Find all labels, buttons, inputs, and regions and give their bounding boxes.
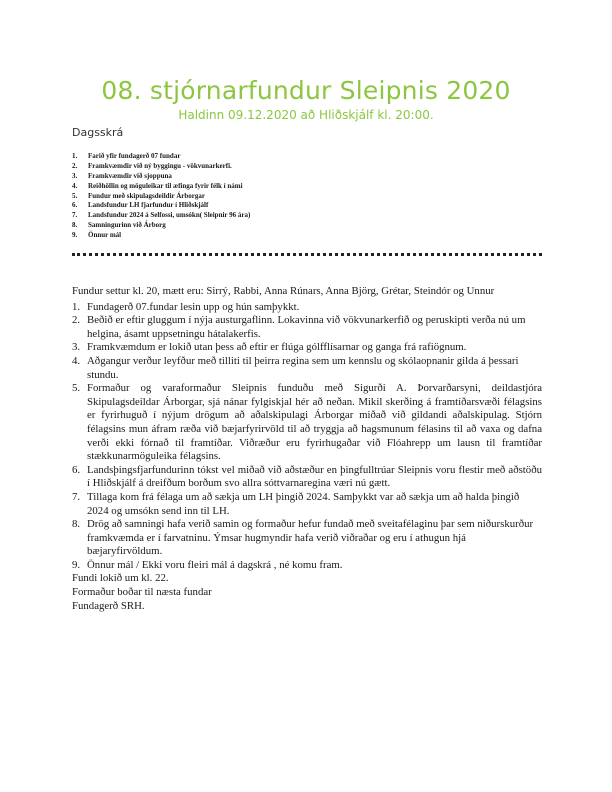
- minutes-item-number: 5.: [72, 382, 81, 395]
- next-meeting-note: Formaður boðar til næsta fundar: [72, 586, 212, 599]
- agenda-item-text: Önnur mál: [88, 231, 122, 240]
- dotted-divider: [72, 253, 542, 256]
- document-title: 08. stjórnarfundur Sleipnis 2020: [101, 76, 511, 105]
- minutes-item-text: Önnur mál / Ekki voru fleiri mál á dagskrá , né komu fram.: [87, 558, 343, 571]
- agenda-item-number: 9.: [72, 231, 78, 240]
- minutes-item-number: 9.: [72, 558, 81, 571]
- agenda-heading: Dagsskrá: [72, 126, 124, 139]
- minutes-item: [72, 382, 542, 464]
- minutes-item: [72, 518, 542, 559]
- agenda-item-text: Samningurinn við Árborg: [88, 221, 166, 230]
- minutes-items: [72, 301, 542, 573]
- agenda-item-text: Farið yfir fundagerð 07 fundar: [88, 152, 181, 160]
- minutes-item-text: Aðgangur verður leyfður með tilliti til þeirra regina sem um kennslu og skólaopnanir gilda á þessari stundu.: [87, 354, 519, 381]
- minutes-item-number: 8.: [72, 518, 81, 531]
- minutes-item: [72, 559, 542, 573]
- agenda-item: [72, 192, 512, 202]
- minutes-item-text: Tillaga kom frá félaga um að sækja um LH þingið 2024. Samþykkt var að sækja um að halda þingið 2024 og umsókn send inn til LH.: [87, 490, 520, 517]
- agenda-item-number: 2.: [72, 161, 78, 170]
- agenda-item-text: Framkvæmdir við ný byggingu - vökvunarkerfi.: [88, 161, 232, 170]
- agenda-item: [72, 231, 512, 241]
- minutes-body: [72, 285, 542, 613]
- minutes-item-text: Fundagerð 07.fundar lesin upp og hún samþykkt.: [87, 300, 300, 313]
- minutes-item-number: 1.: [72, 300, 81, 313]
- agenda-item: [72, 162, 512, 172]
- agenda-item-number: 1.: [72, 152, 78, 160]
- minutes-item-text: Landsþingsfjarfundurinn tókst vel miðað við aðstæður en þingfulltrúar Sleipnis voru flestir með aðstöðu í Hliðskjálf á dreifðum borðum svo allra sóttvarnaregina væri nú gætt.: [87, 463, 542, 490]
- agenda-item: [72, 221, 512, 231]
- minutes-item-number: 6.: [72, 463, 81, 476]
- minutes-item-text: Formaður og varaformaður Sleipnis funduðu með Sigurði A. Þorvarðarsyni, deildastjóra Skipulagsdeildar Árborgar, sjá nánar fylgiskjal hér að neðan. Mikil skerðing á framtíðarsvæði félagsins er fyrirhuguð í nýjum drögum að aðalskipulagi Árborgar miðað við gildandi aðalskipulag. Stjórn félagsins mun áfram ræða við bæjarfyrirvöld til að tryggja að hagsmunum félasins til að vaxa og dafna verði ekki fórnað til framtíðar. Viðræður eru fyrirhugaðar við Flóahrepp um lausn til framtíðar stækkunarmöguleika félagsins.: [87, 382, 542, 463]
- closing-time: Fundi lokið um kl. 22.: [72, 572, 169, 585]
- agenda-item-number: 7.: [72, 211, 78, 220]
- minutes-item: [72, 355, 542, 382]
- agenda-item-text: Landsfundur LH fjarfundur í Hliðskjálf: [88, 201, 209, 210]
- agenda-item-number: 3.: [72, 171, 78, 180]
- agenda-item-number: 4.: [72, 181, 78, 190]
- minutes-item-number: 2.: [72, 314, 81, 327]
- agenda-item-text: Framkvæmdir við sjoppuna: [88, 171, 172, 180]
- agenda-list: [72, 152, 512, 241]
- minutes-item-number: 4.: [72, 354, 81, 367]
- minutes-item-text: Framkvæmdum er lokið utan þess að eftir er flúga gólfflísarnar og ganga frá rafiögnum.: [87, 341, 467, 354]
- minutes-item-text: Drög að samningi hafa verið samin og formaður hefur fundað með sveitafélaginu þar sem niðurskurður framkvæmda er í farvatninu. Ýmsar hugmyndir hafa verið viðraðar og eru í athugun hjá bæjaryfirvöldum.: [87, 518, 534, 558]
- minutes-item-number: 3.: [72, 341, 81, 354]
- agenda-item-number: 5.: [72, 191, 78, 200]
- attendance-text: Fundur settur kl. 20, mætt eru: Sirrý, Rabbi, Anna Rúnars, Anna Björg, Grétar, Steindór og Unnur: [72, 285, 495, 297]
- minutes-signature: Fundagerð SRH.: [72, 599, 145, 612]
- minutes-item-text: Beðið er eftir gluggum í nýja austurgaflinn. Lokavinna við vökvunarkerfið og peruskipti verða nú um helgina, ásamt uppsetningu hátalakerfis.: [87, 314, 526, 340]
- agenda-item: [72, 211, 512, 221]
- minutes-item: [72, 314, 542, 341]
- agenda-item-text: Fundur með skipulagsdeildir Árborgar: [88, 191, 206, 200]
- agenda-item: [72, 182, 512, 192]
- agenda-item-text: Landsfundur 2024 á Selfossi, umsókn( Sleipnir 96 ára): [88, 211, 251, 220]
- minutes-item: [72, 341, 542, 355]
- minutes-item: [72, 301, 542, 315]
- minutes-item: [72, 464, 542, 491]
- agenda-item-number: 8.: [72, 221, 78, 230]
- agenda-item: [72, 201, 512, 211]
- agenda-item: [72, 152, 512, 162]
- minutes-item: [72, 491, 542, 518]
- agenda-item-text: Reiðhöllin og möguleikar til æfinga fyrir félk í námi: [88, 181, 243, 190]
- minutes-item-number: 7.: [72, 490, 81, 503]
- document-subtitle: Haldinn 09.12.2020 að Hliðskjálf kl. 20:00.: [178, 108, 434, 122]
- agenda-item: [72, 172, 512, 182]
- agenda-item-number: 6.: [72, 201, 78, 210]
